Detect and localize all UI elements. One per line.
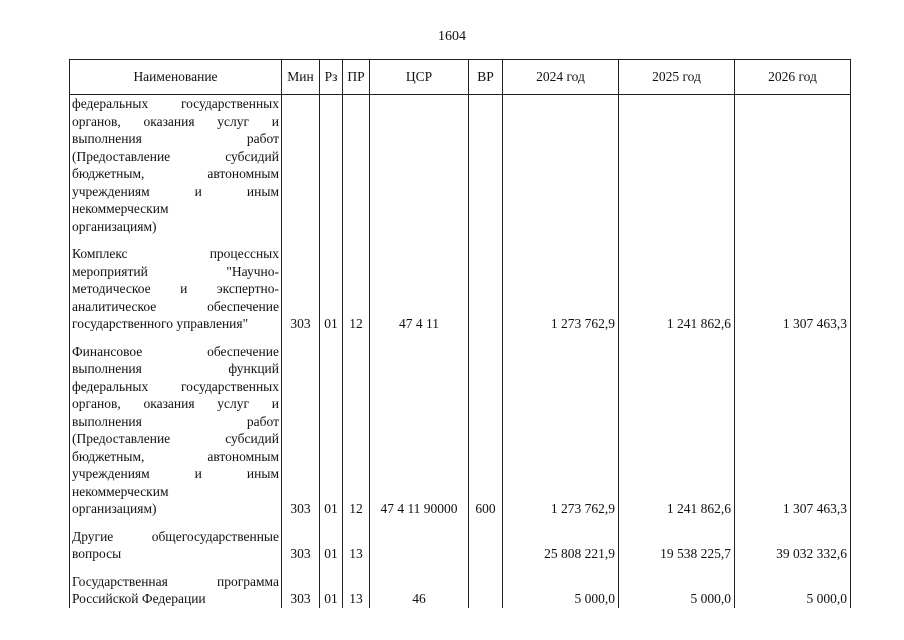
header-pr: ПР <box>343 60 370 95</box>
spacer-cell <box>343 518 370 528</box>
header-2024: 2024 год <box>503 60 619 95</box>
row-name <box>70 528 282 563</box>
spacer-cell <box>320 518 343 528</box>
row-spacer <box>70 518 851 528</box>
table-row <box>70 245 851 333</box>
row-name-line: государственного управления" <box>72 316 249 331</box>
spacer-cell <box>735 333 851 343</box>
spacer-cell <box>503 563 619 573</box>
row-spacer <box>70 333 851 343</box>
spacer-cell <box>469 235 503 245</box>
spacer-cell <box>320 563 343 573</box>
cell-vr <box>469 95 503 236</box>
row-name-line: организациям) <box>72 218 157 234</box>
row-name-line: Государственная программа <box>72 573 279 589</box>
row-name-line: некоммерческим <box>72 483 169 499</box>
row-name-line: аналитическое обеспечение <box>72 298 279 314</box>
cell-vr <box>469 573 503 608</box>
row-name-line: учреждениям и иным <box>72 466 279 481</box>
spacer-cell <box>469 563 503 573</box>
cell-csr: 47 4 11 90000 <box>370 343 469 518</box>
spacer-cell <box>735 563 851 573</box>
cell-y2026: 39 032 332,6 <box>735 528 851 563</box>
header-name: Наименование <box>70 60 282 95</box>
cell-rz: 01 <box>320 528 343 563</box>
row-name-line: некоммерческим <box>72 201 169 216</box>
cell-y2026: 1 307 463,3 <box>735 245 851 333</box>
cell-pr: 12 <box>343 343 370 518</box>
header-row <box>70 60 851 95</box>
row-name-line: бюджетным, автономным <box>72 448 279 464</box>
spacer-cell <box>503 518 619 528</box>
spacer-cell <box>735 518 851 528</box>
header-min: Мин <box>282 60 320 95</box>
row-name-line: (Предоставление субсидий <box>72 431 279 446</box>
page-number: 1604 <box>438 29 466 44</box>
row-name-line: федеральных государственных <box>72 378 279 394</box>
cell-csr <box>370 95 469 236</box>
row-name <box>70 343 282 518</box>
cell-y2026 <box>735 95 851 236</box>
cell-csr: 46 <box>370 573 469 608</box>
cell-y2024: 5 000,0 <box>503 573 619 608</box>
spacer-cell <box>343 563 370 573</box>
cell-y2024 <box>503 95 619 236</box>
cell-vr <box>469 528 503 563</box>
row-name-line: Финансовое обеспечение <box>72 343 279 359</box>
spacer-cell <box>469 518 503 528</box>
spacer-cell <box>370 333 469 343</box>
cell-min <box>282 95 320 236</box>
spacer-cell <box>343 333 370 343</box>
cell-rz: 01 <box>320 343 343 518</box>
row-name-line: органов, оказания услуг и <box>72 396 279 411</box>
cell-pr <box>343 95 370 236</box>
table-row <box>70 573 851 608</box>
row-name-line: федеральных государственных <box>72 96 279 111</box>
table-row <box>70 343 851 518</box>
cell-y2024: 25 808 221,9 <box>503 528 619 563</box>
spacer-cell <box>320 333 343 343</box>
row-name-line: Комплекс процессных <box>72 246 279 261</box>
spacer-cell <box>282 518 320 528</box>
spacer-cell <box>619 235 735 245</box>
cell-y2026: 1 307 463,3 <box>735 343 851 518</box>
cell-csr: 47 4 11 <box>370 245 469 333</box>
cell-pr: 13 <box>343 573 370 608</box>
row-name <box>70 573 282 608</box>
row-name-line: Другие общегосударственные <box>72 528 279 544</box>
cell-rz <box>320 95 343 236</box>
cell-min: 303 <box>282 245 320 333</box>
row-name-line: Российской Федерации <box>72 591 206 606</box>
row-name-line: выполнения работ <box>72 131 279 146</box>
spacer-cell <box>282 563 320 573</box>
cell-pr: 13 <box>343 528 370 563</box>
cell-rz: 01 <box>320 245 343 333</box>
budget-table <box>69 59 851 608</box>
row-name-line: организациям) <box>72 501 157 516</box>
spacer-cell <box>619 333 735 343</box>
cell-pr: 12 <box>343 245 370 333</box>
header-2025: 2025 год <box>619 60 735 95</box>
row-name-line: вопросы <box>72 546 122 561</box>
table-row <box>70 528 851 563</box>
cell-y2025: 5 000,0 <box>619 573 735 608</box>
cell-min: 303 <box>282 343 320 518</box>
cell-y2025 <box>619 95 735 236</box>
cell-y2025: 1 241 862,6 <box>619 245 735 333</box>
cell-min: 303 <box>282 528 320 563</box>
header-csr: ЦСР <box>370 60 469 95</box>
spacer-cell <box>320 235 343 245</box>
header-vr: ВР <box>469 60 503 95</box>
spacer-cell <box>70 235 282 245</box>
header-2026: 2026 год <box>735 60 851 95</box>
spacer-cell <box>370 563 469 573</box>
cell-min: 303 <box>282 573 320 608</box>
spacer-cell <box>70 563 282 573</box>
spacer-cell <box>503 235 619 245</box>
row-spacer <box>70 563 851 573</box>
row-spacer <box>70 235 851 245</box>
cell-csr <box>370 528 469 563</box>
cell-vr: 600 <box>469 343 503 518</box>
cell-y2024: 1 273 762,9 <box>503 343 619 518</box>
row-name-line: бюджетным, автономным <box>72 166 279 181</box>
spacer-cell <box>735 235 851 245</box>
row-name-line: учреждениям и иным <box>72 183 279 199</box>
spacer-cell <box>70 333 282 343</box>
cell-y2025: 1 241 862,6 <box>619 343 735 518</box>
spacer-cell <box>619 518 735 528</box>
spacer-cell <box>282 235 320 245</box>
row-name <box>70 95 282 236</box>
cell-y2024: 1 273 762,9 <box>503 245 619 333</box>
spacer-cell <box>370 235 469 245</box>
spacer-cell <box>619 563 735 573</box>
cell-y2026: 5 000,0 <box>735 573 851 608</box>
row-name-line: органов, оказания услуг и <box>72 113 279 129</box>
row-name-line: мероприятий "Научно- <box>72 263 279 279</box>
spacer-cell <box>503 333 619 343</box>
row-name-line: (Предоставление субсидий <box>72 148 279 164</box>
cell-vr <box>469 245 503 333</box>
cell-y2025: 19 538 225,7 <box>619 528 735 563</box>
row-name <box>70 245 282 333</box>
table-row <box>70 95 851 236</box>
row-name-line: выполнения функций <box>72 361 279 376</box>
row-name-line: методическое и экспертно- <box>72 281 279 296</box>
cell-rz: 01 <box>320 573 343 608</box>
spacer-cell <box>370 518 469 528</box>
spacer-cell <box>70 518 282 528</box>
header-rz: Рз <box>320 60 343 95</box>
spacer-cell <box>469 333 503 343</box>
spacer-cell <box>343 235 370 245</box>
row-name-line: выполнения работ <box>72 413 279 429</box>
spacer-cell <box>282 333 320 343</box>
